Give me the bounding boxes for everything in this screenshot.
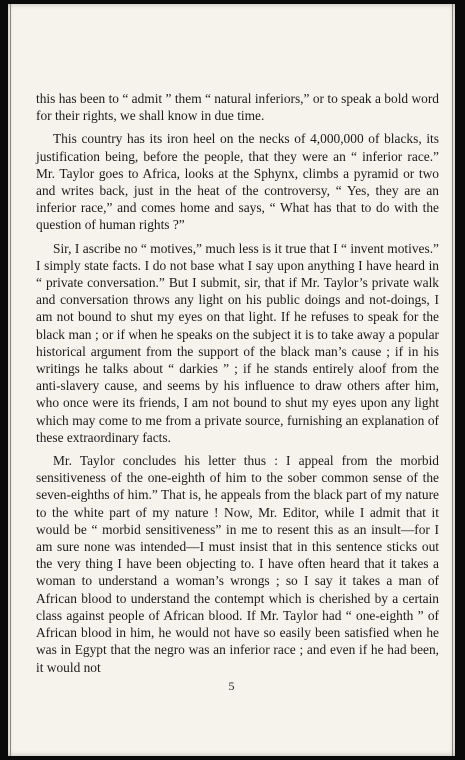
page-edge-left	[10, 4, 11, 756]
body-text	[36, 90, 439, 682]
paragraph-4: Mr. Taylor concludes his letter thus : I appeal from the morbid sensitiveness of the one-eighth of him to the sober common sense of the seven-eighths of him.” That is, he appeals from the black part of my nature to the white part of my nature ! Now, Mr. Editor, while I admit that it would be “ morbid sensitiveness” in me to resent this as an insult—for I am sure none was intended—I must insist that in this sentence sticks out the very thing I have been objecting to. I have often heard that it takes a woman to understand a woman’s wrongs ; so I say it takes a man of African blood to understand the contempt which is cherished by a certain class against people of African blood. If Mr. Taylor had “ one-eighth ” of African blood in him, he would not have so easily been satisfied when he was in Egypt that the negro was an inferior race ; and even if he had been, it would not	[36, 453, 439, 675]
page-number: 5	[228, 679, 235, 693]
paragraph-2: This country has its iron heel on the necks of 4,000,000 of blacks, its justification being, before the people, that they were an “ inferior race.” Mr. Taylor goes to Africa, looks at the Sphynx, climbs a pyramid or two and writes back, just in the heat of the controversy, “ Yes, they are an inferior race,” and comes home and says, “ What has that to do with the question of human rights ?”	[36, 131, 439, 233]
book-page	[8, 4, 455, 756]
page-edge-right	[452, 4, 453, 756]
paragraph-3: Sir, I ascribe no “ motives,” much less is it true that I “ invent motives.” I simply state facts. I do not base what I say upon anything I have heard in “ private conversation.” But I submit, sir, that if Mr. Taylor’s private walk and conversation throws any light on his public doings and not-doings, I am not bound to shut my eyes on that light. If he refuses to speak for the black man ; or if when he speaks on the subject it is to take away a popular historical argument from the support of the black man’s cause ; if in his writings he talks about “ darkies ” ; if he stands entirely aloof from the anti-slavery cause, and seems by his influence to draw others after him, who once were its friends, I am not bound to shut my eyes upon any light which may come to me from a private source, furnishing an explanation of these extraordinary facts.	[36, 240, 439, 445]
paragraph-1: this has been to “ admit ” them “ natural inferiors,” or to speak a bold word for their rights, we shall know in due time.	[36, 91, 439, 124]
